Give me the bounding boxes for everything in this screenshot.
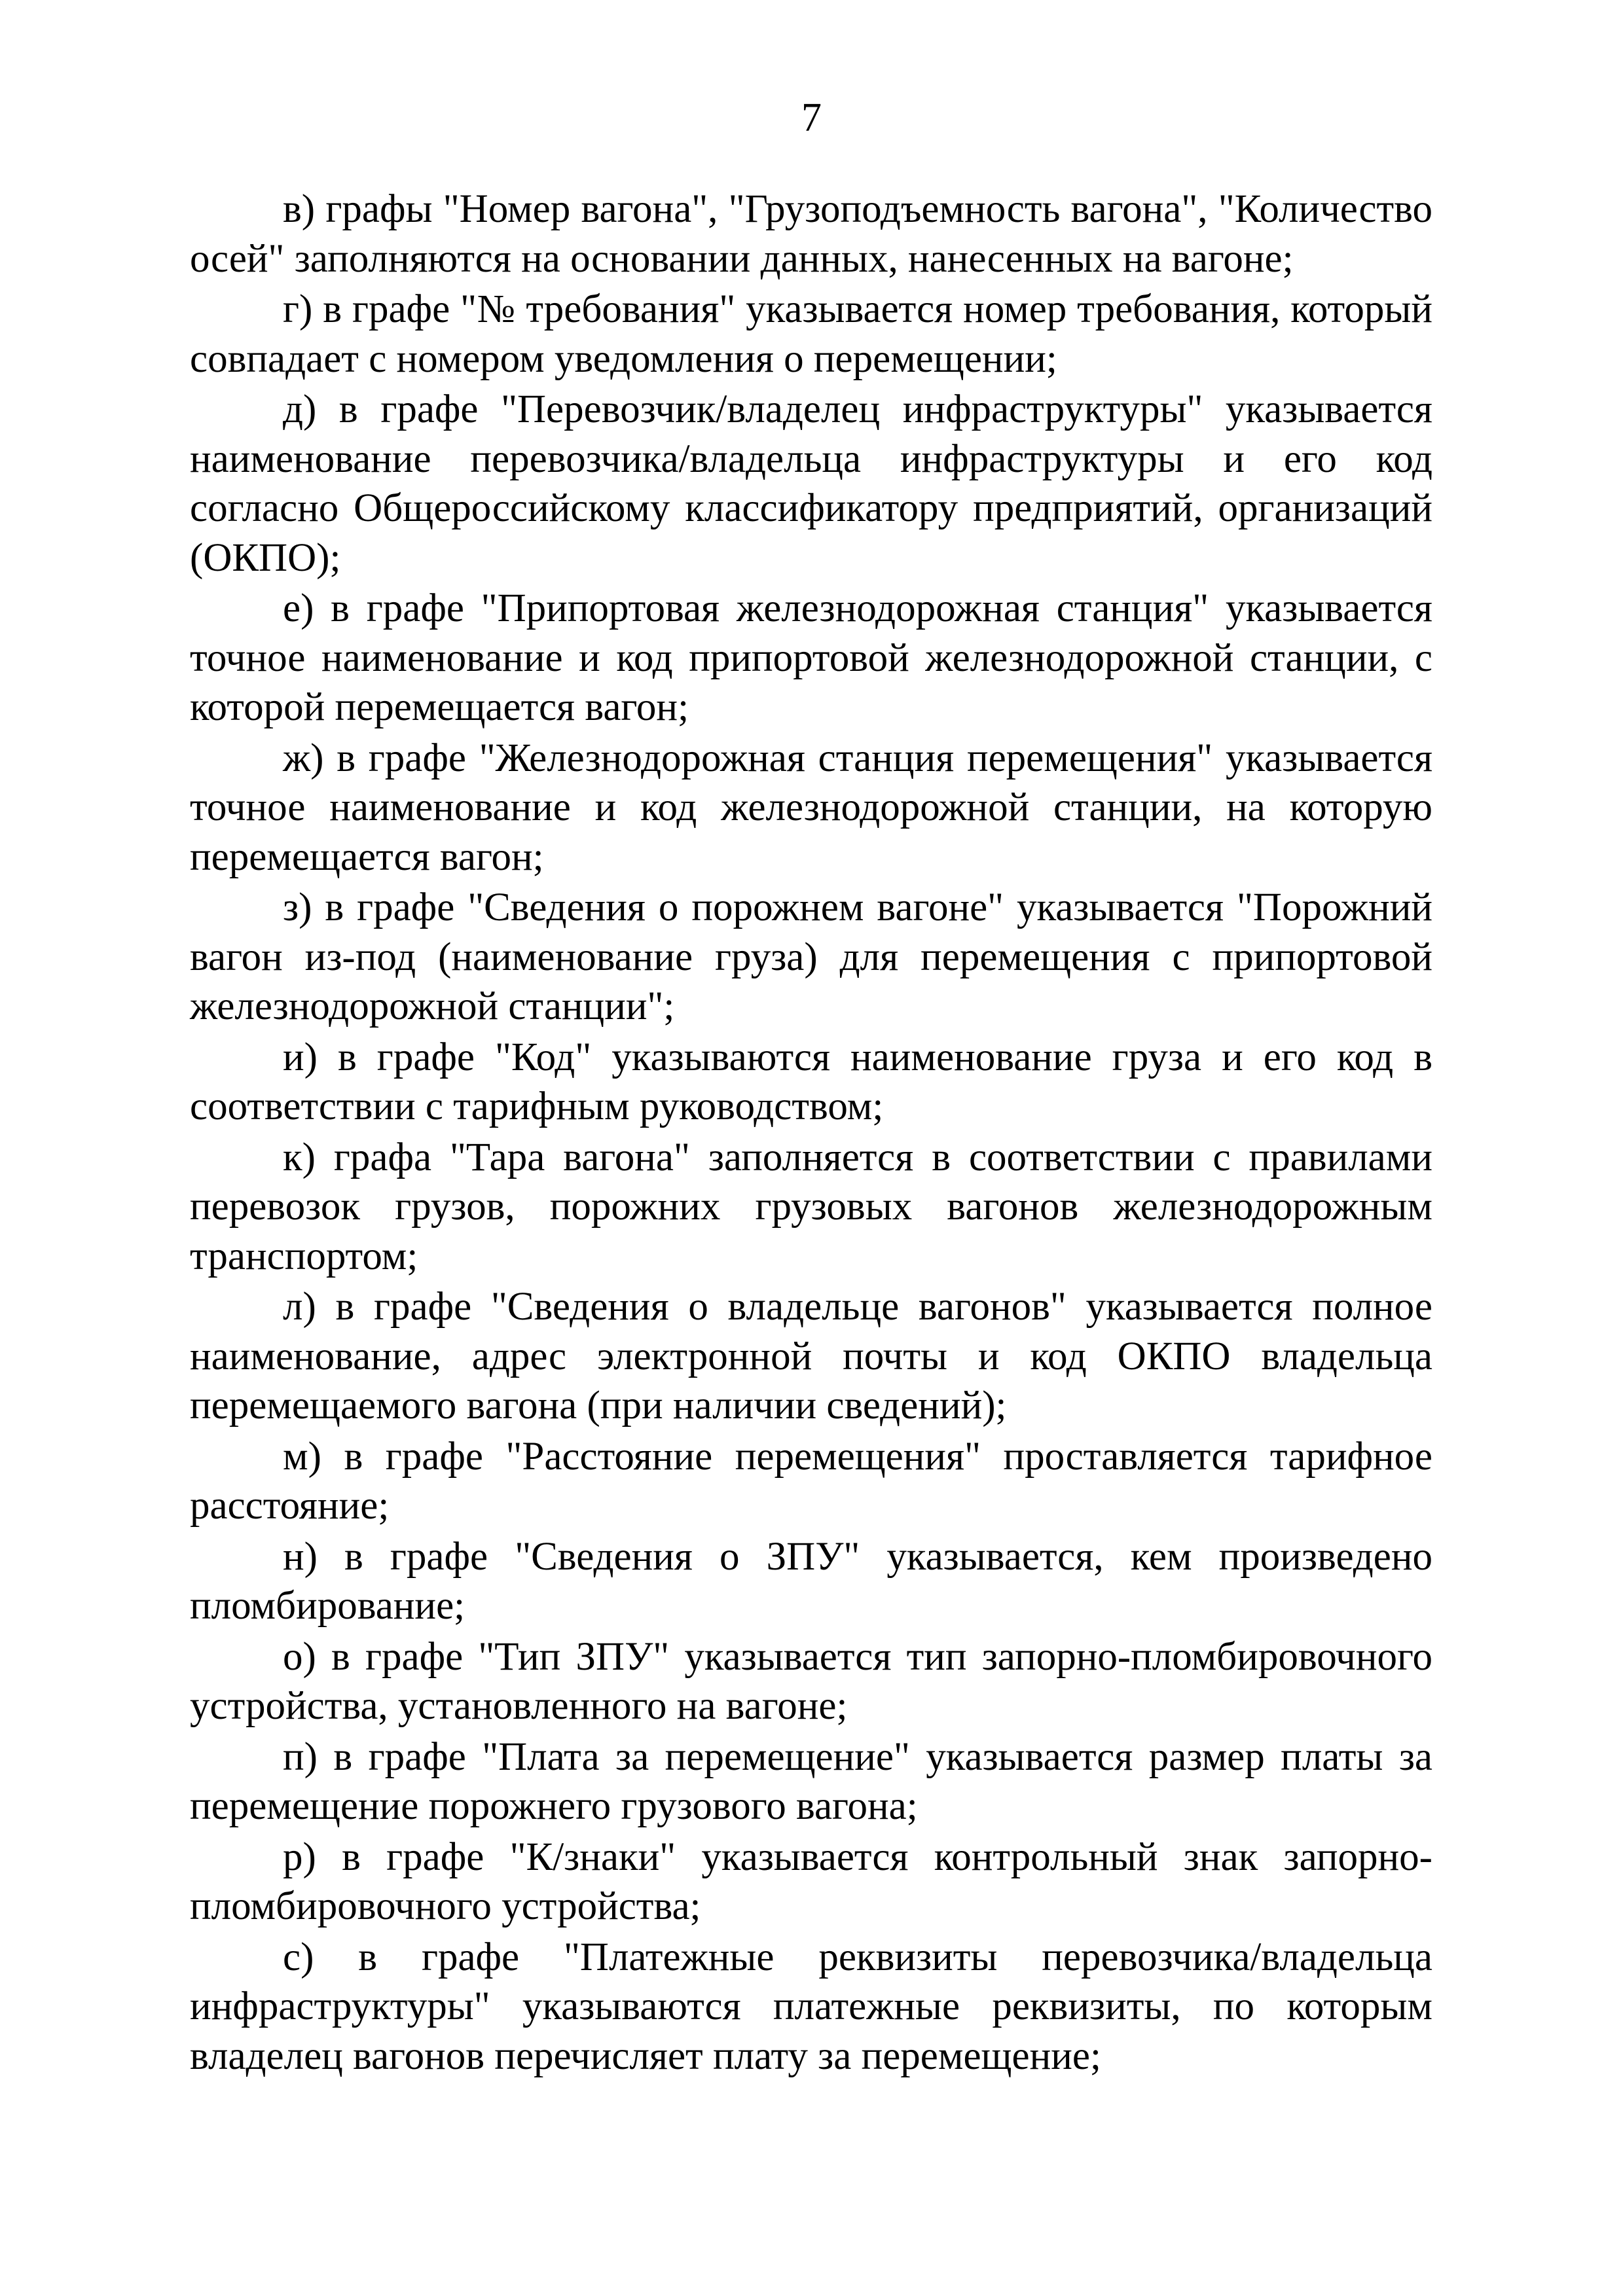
paragraph-l: л) в графе "Сведения о владельце вагонов" указывается полное наименование, адрес электронной почты и код ОКПО владельца перемещаемого вагона (при наличии сведений); xyxy=(190,1285,1432,1427)
paragraph-v: в) графы "Номер вагона", "Грузоподъемность вагона", "Количество осей" заполняются на основании данных, нанесенных на вагоне; xyxy=(190,187,1432,281)
paragraph-r: р) в графе "К/знаки" указывается контрольный знак запорно-пломбировочного устройства; xyxy=(190,1835,1432,1928)
paragraph-s: с) в графе "Платежные реквизиты перевозчика/владельца инфраструктуры" указываются платежные реквизиты, по которым владелец вагонов перечисляет плату за перемещение; xyxy=(190,1935,1432,2078)
paragraph-d: д) в графе "Перевозчик/владелец инфраструктуры" указывается наименование перевозчика/владельца инфраструктуры и его код согласно Общероссийскому классификатору предприятий, организаций (ОКПО); xyxy=(190,387,1432,580)
paragraph-k: к) графа "Тара вагона" заполняется в соответствии с правилами перевозок грузов, порожних грузовых вагонов железнодорожным транспортом; xyxy=(190,1135,1432,1278)
page-number: 7 xyxy=(801,96,822,140)
paragraph-e: е) в графе "Припортовая железнодорожная станция" указывается точное наименование и код припортовой железнодорожной станции, с которой перемещается вагон; xyxy=(190,586,1432,729)
paragraph-n: н) в графе "Сведения о ЗПУ" указывается, кем произведено пломбирование; xyxy=(190,1534,1432,1628)
paragraph-o: о) в графе "Тип ЗПУ" указывается тип запорно-пломбировочного устройства, установленного на вагоне; xyxy=(190,1634,1432,1728)
paragraph-p: п) в графе "Плата за перемещение" указывается размер платы за перемещение порожнего грузового вагона; xyxy=(190,1734,1432,1828)
paragraph-g: г) в графе "№ требования" указывается номер требования, который совпадает с номером уведомления о перемещении; xyxy=(190,287,1432,381)
paragraph-i: и) в графе "Код" указываются наименование груза и его код в соответствии с тарифным руководством; xyxy=(190,1035,1432,1128)
document-body xyxy=(190,185,1432,2082)
paragraph-zh: ж) в графе "Железнодорожная станция перемещения" указывается точное наименование и код железнодорожной станции, на которую перемещается вагон; xyxy=(190,736,1432,879)
paragraph-z: з) в графе "Сведения о порожнем вагоне" указывается "Порожний вагон из-под (наименование груза) для перемещения с припортовой железнодорожной станции"; xyxy=(190,886,1432,1028)
paragraph-m: м) в графе "Расстояние перемещения" проставляется тарифное расстояние; xyxy=(190,1434,1432,1528)
